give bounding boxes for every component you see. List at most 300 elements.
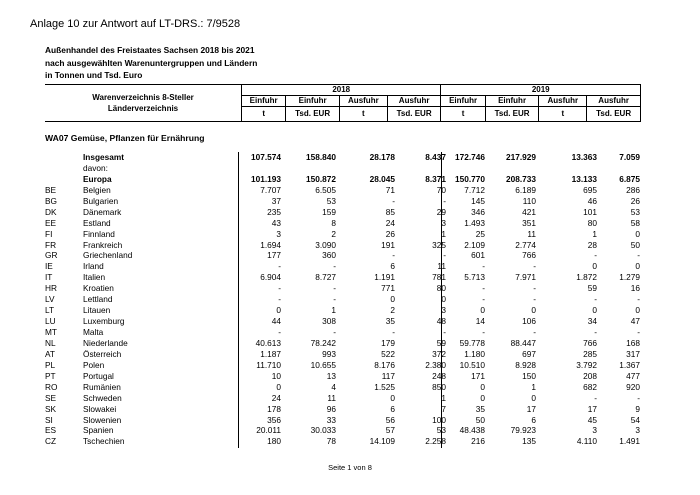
country-name: Lettland xyxy=(83,294,113,305)
table-cell: 8.437 xyxy=(425,152,446,162)
table-cell: 477 xyxy=(626,370,640,381)
table-cell: 1 xyxy=(441,228,446,239)
col-header: Einfuhr xyxy=(441,96,485,107)
report-title xyxy=(45,44,257,82)
table-cell: 522 xyxy=(381,348,395,359)
table-cell: 0 xyxy=(531,392,536,403)
country-name: Spanien xyxy=(83,425,114,436)
table-cell: 8.176 xyxy=(374,359,395,370)
table-cell: 88.447 xyxy=(510,337,536,348)
table-cell: 11 xyxy=(437,261,446,272)
table-cell: 9 xyxy=(635,403,640,414)
country-name: Malta xyxy=(83,327,104,337)
country-code: AT xyxy=(45,348,55,359)
country-name: Rumänien xyxy=(83,381,121,392)
country-code: SE xyxy=(45,392,57,403)
col-header: Ausfuhr xyxy=(339,96,387,107)
table-cell: 1.367 xyxy=(619,359,640,370)
table-cell: 35 xyxy=(385,316,395,327)
table-cell: 3.090 xyxy=(315,239,336,250)
country-name: Griechenland xyxy=(83,250,133,261)
table-row xyxy=(45,415,641,426)
table-cell: 235 xyxy=(267,206,281,217)
country-name: Finnland xyxy=(83,228,115,239)
table-cell: 14.109 xyxy=(369,436,395,447)
country-name: Luxemburg xyxy=(83,316,125,327)
table-cell: 3 xyxy=(441,305,446,316)
table-cell: 159 xyxy=(322,206,336,217)
table-cell: 96 xyxy=(326,403,336,414)
table-cell: 0 xyxy=(480,381,485,392)
country-name: Slowakei xyxy=(83,403,117,414)
table-cell: 59.778 xyxy=(459,337,485,348)
table-cell: 4 xyxy=(331,381,336,392)
table-cell: 3.792 xyxy=(576,359,597,370)
table-cell: - xyxy=(594,294,597,305)
table-row xyxy=(45,360,641,371)
table-cell: - xyxy=(392,195,395,206)
table-row xyxy=(45,185,641,196)
table-cell: 601 xyxy=(471,250,485,261)
table-cell: 48 xyxy=(436,316,446,327)
table-cell: - xyxy=(443,195,446,206)
table-cell: 58 xyxy=(630,217,640,228)
table-cell: 10.510 xyxy=(459,359,485,370)
table-cell: 1 xyxy=(592,228,597,239)
table-cell: 13.133 xyxy=(571,173,597,184)
table-cell: 50 xyxy=(475,414,485,425)
table-cell: 179 xyxy=(381,337,395,348)
country-name: Belgien xyxy=(83,184,111,195)
table-cell: 2 xyxy=(331,228,336,239)
table-cell: 1.694 xyxy=(260,239,281,250)
table-cell: 71 xyxy=(385,184,395,195)
table-cell: 0 xyxy=(531,305,536,316)
unit-header: Tsd. EUR xyxy=(387,107,441,122)
table-cell: 28.178 xyxy=(369,152,395,162)
country-code: IE xyxy=(45,261,53,272)
table-cell: 2.109 xyxy=(464,239,485,250)
table-cell: 13 xyxy=(326,370,336,381)
table-cell: 771 xyxy=(381,283,395,294)
table-cell: 29 xyxy=(436,206,446,217)
table-cell: 0 xyxy=(592,261,597,272)
table-row xyxy=(45,371,641,382)
verzeichnis-line-1: Warenverzeichnis 8-Steller xyxy=(92,93,194,102)
table-cell: 158.840 xyxy=(306,152,336,162)
table-cell: 766 xyxy=(583,337,597,348)
table-row xyxy=(45,250,641,261)
col-header: Einfuhr xyxy=(485,96,539,107)
table-cell: 59 xyxy=(436,337,446,348)
table-cell: - xyxy=(637,327,640,337)
country-name: Irland xyxy=(83,261,104,272)
table-cell: 145 xyxy=(471,195,485,206)
country-code: GR xyxy=(45,250,58,261)
verzeichnis-header xyxy=(45,85,242,122)
table-row xyxy=(45,316,641,327)
table-cell: 110 xyxy=(522,195,536,206)
table-cell: 421 xyxy=(522,206,536,217)
country-code: FR xyxy=(45,239,57,250)
table-cell: 325 xyxy=(432,239,446,250)
title-line-1: Außenhandel des Freistaates Sachsen 2018 bis 2021 xyxy=(45,45,255,55)
table-cell: 0 xyxy=(635,228,640,239)
table-cell: - xyxy=(333,283,336,294)
table-cell: 7.707 xyxy=(260,184,281,195)
country-name: Dänemark xyxy=(83,206,122,217)
table-cell: 7.712 xyxy=(464,184,485,195)
table-cell: - xyxy=(482,294,485,305)
table-row xyxy=(45,404,641,415)
table-row xyxy=(45,338,641,349)
table-cell: 46 xyxy=(587,195,597,206)
table-header xyxy=(45,84,641,122)
table-cell: - xyxy=(482,261,485,272)
table-cell: 1.493 xyxy=(464,217,485,228)
table-cell: 177 xyxy=(267,250,281,261)
table-cell: 178 xyxy=(267,403,281,414)
table-cell: 0 xyxy=(276,381,281,392)
unit-header: t xyxy=(441,107,485,122)
table-cell: - xyxy=(637,294,640,305)
table-cell: 106 xyxy=(522,316,536,327)
table-cell: 2.774 xyxy=(515,239,536,250)
table-cell: - xyxy=(392,250,395,261)
table-cell: 44 xyxy=(271,316,281,327)
country-name: Österreich xyxy=(83,348,122,359)
country-code: MT xyxy=(45,327,57,337)
table-cell: 351 xyxy=(522,217,536,228)
col-header: Einfuhr xyxy=(286,96,340,107)
table-cell: 920 xyxy=(626,381,640,392)
table-cell: 682 xyxy=(583,381,597,392)
country-code: BG xyxy=(45,195,57,206)
table-cell: 7.059 xyxy=(619,152,640,162)
table-cell: 0 xyxy=(480,392,485,403)
table-cell: 28 xyxy=(587,239,597,250)
table-cell: 3 xyxy=(635,425,640,436)
table-cell: - xyxy=(392,327,395,337)
table-cell: 101.193 xyxy=(251,173,281,184)
table-cell: 0 xyxy=(480,305,485,316)
table-cell: 6.904 xyxy=(260,272,281,283)
table-row xyxy=(45,327,641,338)
country-name: Bulgarien xyxy=(83,195,119,206)
table-cell: 2.258 xyxy=(425,436,446,447)
country-code: FI xyxy=(45,228,53,239)
table-cell: 8.928 xyxy=(515,359,536,370)
table-row xyxy=(45,425,641,436)
table-cell: 20.011 xyxy=(256,425,281,436)
table-cell: 48.438 xyxy=(459,425,485,436)
country-name: Insgesamt xyxy=(83,152,125,162)
table-cell: 1 xyxy=(441,392,446,403)
table-cell: 171 xyxy=(471,370,485,381)
country-name: Frankreich xyxy=(83,239,123,250)
table-cell: 4.110 xyxy=(576,436,597,447)
country-code: SK xyxy=(45,403,57,414)
country-code: BE xyxy=(45,184,57,195)
country-name: Litauen xyxy=(83,305,111,316)
table-cell: 8.371 xyxy=(425,173,446,184)
table-row xyxy=(45,272,641,283)
country-code: ES xyxy=(45,425,57,436)
country-name: davon: xyxy=(83,162,108,173)
table-cell: 54 xyxy=(630,414,640,425)
country-name: Portugal xyxy=(83,370,114,381)
table-cell: 33 xyxy=(326,414,336,425)
table-cell: 56 xyxy=(385,414,395,425)
table-cell: 24 xyxy=(385,217,395,228)
table-cell: 0 xyxy=(592,305,597,316)
table-cell: 26 xyxy=(630,195,640,206)
table-cell: 1.187 xyxy=(260,348,281,359)
table-cell: 1 xyxy=(331,305,336,316)
country-name: Italien xyxy=(83,272,106,283)
table-cell: 3 xyxy=(276,228,281,239)
table-cell: 3 xyxy=(441,217,446,228)
country-code: LT xyxy=(45,305,55,316)
country-code: CZ xyxy=(45,436,57,447)
table-cell: 37 xyxy=(271,195,281,206)
table-cell: 43 xyxy=(271,217,281,228)
table-cell: 0 xyxy=(390,294,395,305)
year-2019-header: 2019 xyxy=(441,85,641,96)
table-cell: 1.491 xyxy=(619,436,640,447)
table-cell: 2 xyxy=(390,305,395,316)
table-cell: 150.872 xyxy=(306,173,336,184)
table-cell: 180 xyxy=(267,436,281,447)
table-cell: 317 xyxy=(626,348,640,359)
table-cell: - xyxy=(533,294,536,305)
table-cell: 100 xyxy=(432,414,446,425)
table-cell: 70 xyxy=(436,184,446,195)
country-code: LV xyxy=(45,294,55,305)
country-code: SI xyxy=(45,414,53,425)
country-code: IT xyxy=(45,272,53,283)
table-cell: 248 xyxy=(432,370,446,381)
table-cell: 16 xyxy=(630,283,640,294)
table-cell: 1.180 xyxy=(464,348,485,359)
country-code: PL xyxy=(45,359,56,370)
table-cell: 40.613 xyxy=(255,337,281,348)
unit-header: Tsd. EUR xyxy=(286,107,340,122)
table-cell: 6 xyxy=(390,261,395,272)
table-cell: 57 xyxy=(385,425,395,436)
table-cell: 208.733 xyxy=(506,173,536,184)
table-cell: 78.242 xyxy=(310,337,336,348)
table-cell: 11.710 xyxy=(256,359,281,370)
table-cell: 0 xyxy=(276,305,281,316)
table-cell: 135 xyxy=(522,436,536,447)
table-cell: 208 xyxy=(583,370,597,381)
table-row xyxy=(45,218,641,229)
table-cell: 53 xyxy=(326,195,336,206)
table-cell: 85 xyxy=(385,206,395,217)
table-cell: - xyxy=(443,250,446,261)
table-cell: 1 xyxy=(531,381,536,392)
country-name: Europa xyxy=(83,173,112,184)
table-cell: 28.045 xyxy=(369,173,395,184)
table-cell: 17 xyxy=(526,403,536,414)
country-code: LU xyxy=(45,316,56,327)
table-cell: 308 xyxy=(322,316,336,327)
table-cell: 0 xyxy=(390,392,395,403)
table-cell: - xyxy=(482,327,485,337)
country-name: Tschechien xyxy=(83,436,125,447)
table-cell: 47 xyxy=(630,316,640,327)
table-cell: - xyxy=(533,283,536,294)
table-row xyxy=(45,261,641,272)
table-cell: - xyxy=(333,327,336,337)
table-cell: 360 xyxy=(322,250,336,261)
table-cell: 286 xyxy=(626,184,640,195)
country-code: NL xyxy=(45,337,56,348)
table-cell: 168 xyxy=(626,337,640,348)
table-cell: 850 xyxy=(432,381,446,392)
country-code: PT xyxy=(45,370,56,381)
table-cell: 697 xyxy=(522,348,536,359)
country-name: Slowenien xyxy=(83,414,122,425)
country-name: Polen xyxy=(83,359,105,370)
table-cell: 695 xyxy=(583,184,597,195)
table-cell: - xyxy=(533,327,536,337)
table-row xyxy=(45,207,641,218)
table-cell: 372 xyxy=(432,348,446,359)
col-header: Ausfuhr xyxy=(387,96,441,107)
table-cell: 0 xyxy=(635,261,640,272)
title-line-2: nach ausgewählten Warenuntergruppen und Ländern xyxy=(45,57,258,68)
table-cell: 6 xyxy=(390,403,395,414)
country-name: Schweden xyxy=(83,392,122,403)
table-cell: 8.727 xyxy=(315,272,336,283)
table-cell: 13.363 xyxy=(571,152,597,162)
table-cell: 7.971 xyxy=(515,272,536,283)
table-row xyxy=(45,163,641,174)
table-cell: 50 xyxy=(630,239,640,250)
table-cell: 216 xyxy=(471,436,485,447)
table-cell: 150.770 xyxy=(455,173,485,184)
table-row xyxy=(45,436,641,447)
table-cell: 11 xyxy=(527,228,536,239)
table-cell: - xyxy=(594,392,597,403)
table-cell: 1.279 xyxy=(619,272,640,283)
table-cell: 7 xyxy=(441,403,446,414)
table-row xyxy=(45,294,641,305)
unit-header: t xyxy=(242,107,286,122)
table-cell: 24 xyxy=(271,392,281,403)
table-cell: 0 xyxy=(635,305,640,316)
table-cell: 10.655 xyxy=(310,359,336,370)
table-row xyxy=(45,240,641,251)
table-cell: - xyxy=(278,294,281,305)
country-code: EE xyxy=(45,217,57,228)
table-cell: 8 xyxy=(331,217,336,228)
table-cell: 191 xyxy=(381,239,395,250)
table-cell: 11 xyxy=(327,392,336,403)
table-cell: 45 xyxy=(587,414,597,425)
document-reference: Anlage 10 zur Antwort auf LT-DRS.: 7/9528 xyxy=(30,18,241,30)
country-name: Niederlande xyxy=(83,337,128,348)
table-cell: 1.525 xyxy=(374,381,395,392)
title-line-3: in Tonnen und Tsd. Euro xyxy=(45,70,143,80)
table-cell: 993 xyxy=(322,348,336,359)
table-cell: 0 xyxy=(441,294,446,305)
table-cell: 34 xyxy=(587,316,597,327)
table-row xyxy=(45,196,641,207)
table-row xyxy=(45,152,641,163)
table-cell: 107.574 xyxy=(251,152,281,162)
table-cell: 10 xyxy=(271,370,281,381)
table-cell: 346 xyxy=(471,206,485,217)
table-cell: - xyxy=(594,250,597,261)
table-cell: 78 xyxy=(326,436,336,447)
table-cell: 172.746 xyxy=(455,152,485,162)
table-cell: 80 xyxy=(436,283,446,294)
table-cell: - xyxy=(637,250,640,261)
table-row xyxy=(45,229,641,240)
table-cell: - xyxy=(333,261,336,272)
table-cell: - xyxy=(443,327,446,337)
col-header: Ausfuhr xyxy=(587,96,641,107)
page-number: Seite 1 von 8 xyxy=(328,463,372,472)
table-cell: 217.929 xyxy=(506,152,536,162)
table-cell: 53 xyxy=(630,206,640,217)
table-cell: 356 xyxy=(267,414,281,425)
table-cell: 285 xyxy=(583,348,597,359)
table-row xyxy=(45,382,641,393)
table-cell: 6.875 xyxy=(619,173,640,184)
table-cell: 5.713 xyxy=(464,272,485,283)
table-cell: 766 xyxy=(522,250,536,261)
table-cell: 17 xyxy=(587,403,597,414)
table-cell: 1.191 xyxy=(374,272,395,283)
data-table-body xyxy=(45,152,641,447)
table-cell: 35 xyxy=(475,403,485,414)
table-cell: 3 xyxy=(592,425,597,436)
unit-header: Tsd. EUR xyxy=(587,107,641,122)
table-cell: - xyxy=(278,261,281,272)
section-heading: WA07 Gemüse, Pflanzen für Ernährung xyxy=(45,133,205,143)
country-name: Estland xyxy=(83,217,111,228)
table-cell: 59 xyxy=(587,283,597,294)
col-header: Ausfuhr xyxy=(539,96,587,107)
table-cell: 80 xyxy=(587,217,597,228)
year-2018-header: 2018 xyxy=(242,85,441,96)
table-row xyxy=(45,349,641,360)
table-cell: 101 xyxy=(583,206,597,217)
table-cell: 117 xyxy=(381,370,395,381)
country-code: HR xyxy=(45,283,57,294)
table-cell: - xyxy=(533,261,536,272)
country-code: DK xyxy=(45,206,57,217)
table-row xyxy=(45,283,641,294)
table-cell: - xyxy=(333,294,336,305)
table-cell: 781 xyxy=(432,272,446,283)
country-code: RO xyxy=(45,381,58,392)
table-cell: 6.189 xyxy=(515,184,536,195)
verzeichnis-line-2: Länderverzeichnis xyxy=(107,104,179,113)
table-cell: 79.923 xyxy=(510,425,536,436)
table-cell: 6.505 xyxy=(315,184,336,195)
table-cell: 150 xyxy=(522,370,536,381)
table-cell: - xyxy=(278,327,281,337)
table-cell: 1.872 xyxy=(576,272,597,283)
table-cell: 6 xyxy=(531,414,536,425)
table-cell: - xyxy=(482,283,485,294)
table-cell: 30.033 xyxy=(310,425,336,436)
